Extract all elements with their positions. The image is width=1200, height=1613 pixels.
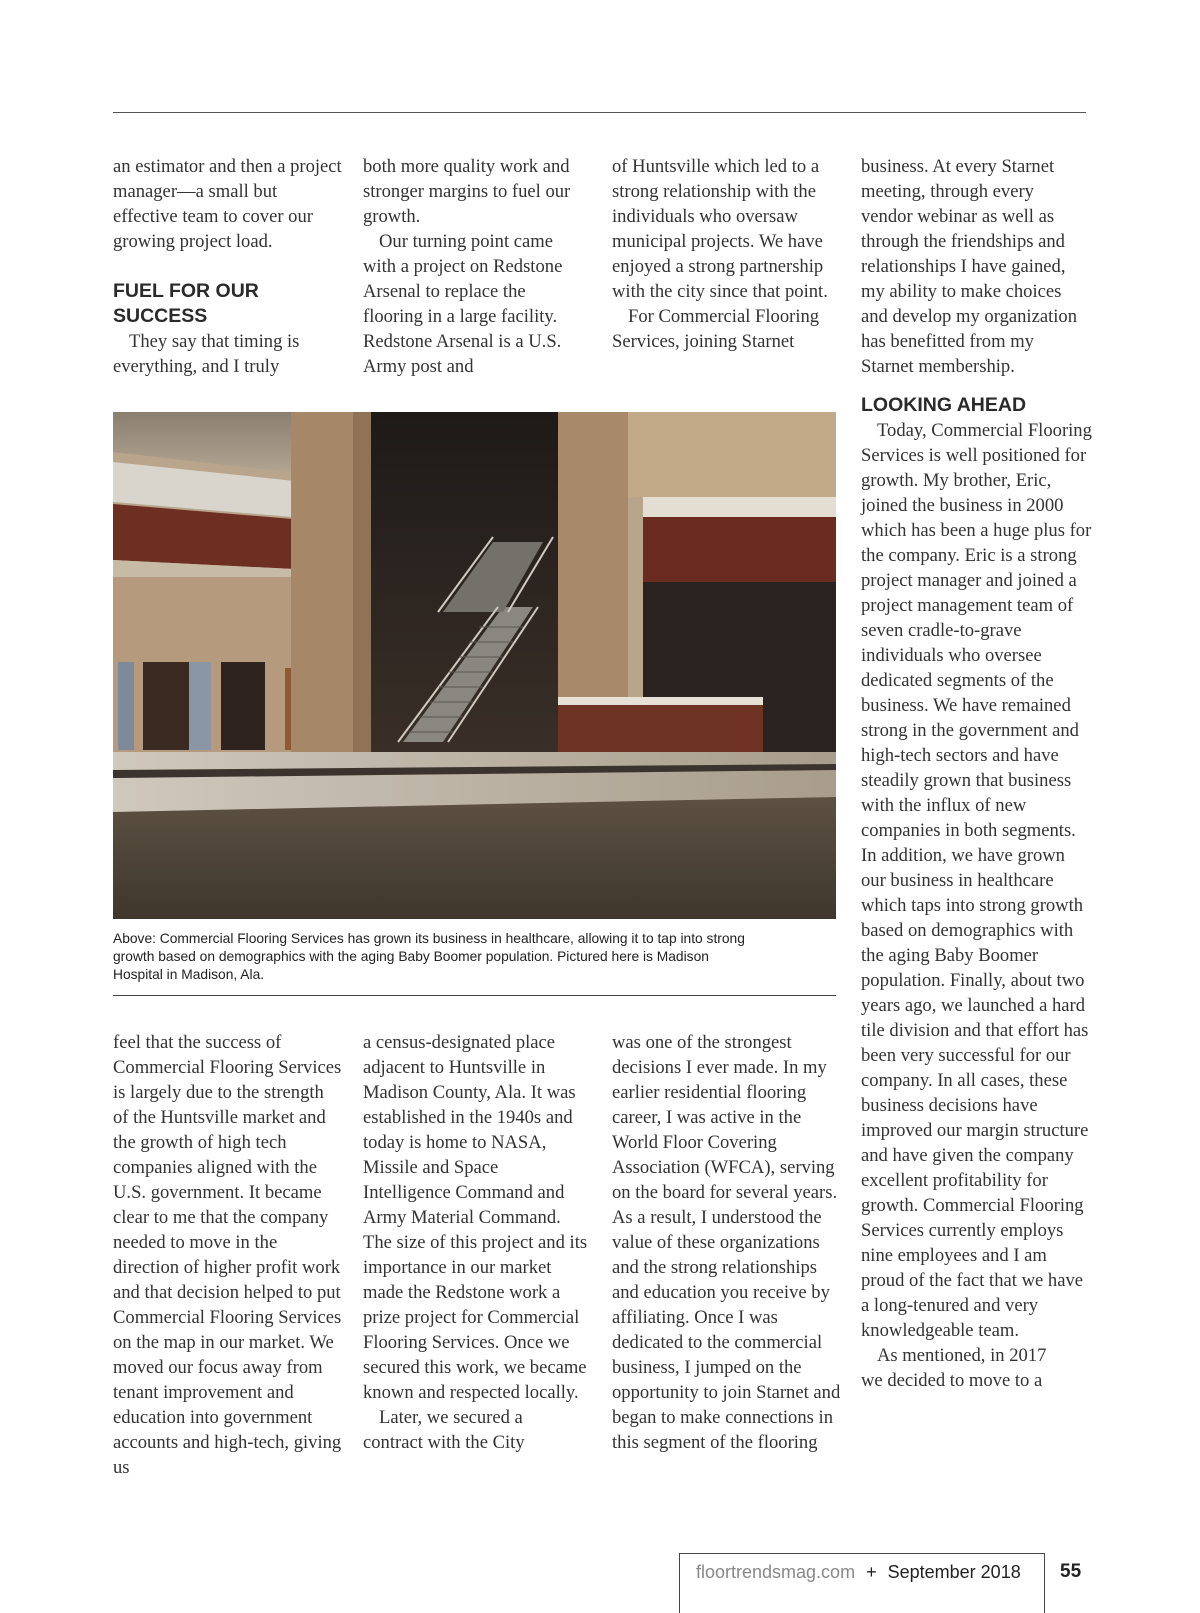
bottom-column-2 (363, 1030, 593, 1455)
page-number: 55 (1060, 1561, 1082, 1582)
bottom-col2-paragraph-2: Later, we secured a contract with the City (363, 1407, 525, 1453)
bottom-column-3 (612, 1030, 842, 1455)
right-column (861, 154, 1093, 1393)
footer-date: September 2018 (887, 1562, 1021, 1582)
bottom-col1-paragraph: feel that the success of Commercial Flooring Services is largely due to the strength of the Huntsville market and the growth of high tech companies aligned with the U.S. government. It became clear to me that the company needed to move in the direction of higher profit work and that decision helped to put Commercial Flooring Services on the map in our market. We moved our focus away from tenant improvement and education into government accounts and high-tech, giving us (113, 1032, 342, 1478)
section-heading-looking-ahead: LOOKING AHEAD (861, 394, 1027, 416)
top-rule (113, 112, 1086, 113)
top-column-3 (612, 154, 842, 354)
right-col-paragraph-3: As mentioned, in 2017 we decided to move to a (861, 1345, 1047, 1391)
caption-rule (113, 995, 836, 996)
footer-site: floortrendsmag.com (696, 1562, 856, 1582)
top-col2-paragraph: both more quality work and stronger margins to fuel our growth. (363, 156, 571, 227)
lobby-illustration (113, 412, 836, 919)
photo-caption: Above: Commercial Flooring Services has grown its business in healthcare, allowing it to tap into strong growth based on demographics with the aging Baby Boomer population. Pictured here is Madison Hospital in Madison, Ala. (113, 931, 745, 982)
footer-text (696, 1562, 1021, 1583)
top-col3-paragraph-2: For Commercial Flooring Services, joining Starnet (612, 306, 820, 352)
section-heading-fuel: FUEL FOR OUR SUCCESS (113, 280, 259, 327)
top-col1-paragraph-2: They say that timing is everything, and I truly (113, 331, 300, 377)
bottom-col2-paragraph: a census-designated place adjacent to Huntsville in Madison County, Ala. It was established in the 1940s and today is home to NASA, Missile and Space Intelligence Command and Army Material Command. The size of this project and its importance in our market made the Redstone work a prize project for Commercial Flooring Services. Once we secured this work, we became known and respected locally. (363, 1032, 588, 1403)
top-col1-paragraph: an estimator and then a project manager—a small but effective team to cover our growing project load. (113, 156, 342, 252)
top-column-1 (113, 154, 343, 379)
right-col-paragraph-1: business. At every Starnet meeting, through every vendor webinar as well as through the friendships and relationships I have gained, my ability to make choices and develop my organization has benefitted from my Starnet membership. (861, 156, 1078, 377)
top-column-2 (363, 154, 593, 379)
top-col3-paragraph: of Huntsville which led to a strong relationship with the individuals who oversaw municipal projects. We have enjoyed a strong partnership with the city since that point. (612, 156, 828, 302)
bottom-col3-paragraph: was one of the strongest decisions I ever made. In my earlier residential flooring career, I was active in the World Floor Covering Association (WFCA), serving on the board for several years. As a result, I understood the value of these organizations and the strong relationships and education you receive by affiliating. Once I was dedicated to the commercial business, I jumped on the opportunity to join Starnet and began to make connections in this segment of the flooring (612, 1032, 841, 1453)
footer-separator: + (866, 1562, 877, 1582)
bottom-column-1 (113, 1030, 343, 1480)
hospital-lobby-photo (113, 412, 836, 919)
top-col2-paragraph-2: Our turning point came with a project on Redstone Arsenal to replace the flooring in a large facility. Redstone Arsenal is a U.S. Army post and (363, 231, 563, 377)
right-col-paragraph-2: Today, Commercial Flooring Services is well positioned for growth. My brother, Eric, joined the business in 2000 which has been a huge plus for the company. Eric is a strong project manager and joined a project management team of seven cradle-to-grave individuals who oversee dedicated segments of the business. We have remained strong in the government and high-tech sectors and have steadily grown that business with the influx of new companies in both segments. In addition, we have grown our business in healthcare which taps into strong growth based on demographics with the aging Baby Boomer population. Finally, about two years ago, we launched a hard tile division and that effort has been very successful for our company. In all cases, these business decisions have improved our margin structure and have given the company excellent profitability for growth. Commercial Flooring Services currently employs nine employees and I am proud of the fact that we have a long-tenured and very knowledgeable team. (861, 420, 1092, 1341)
